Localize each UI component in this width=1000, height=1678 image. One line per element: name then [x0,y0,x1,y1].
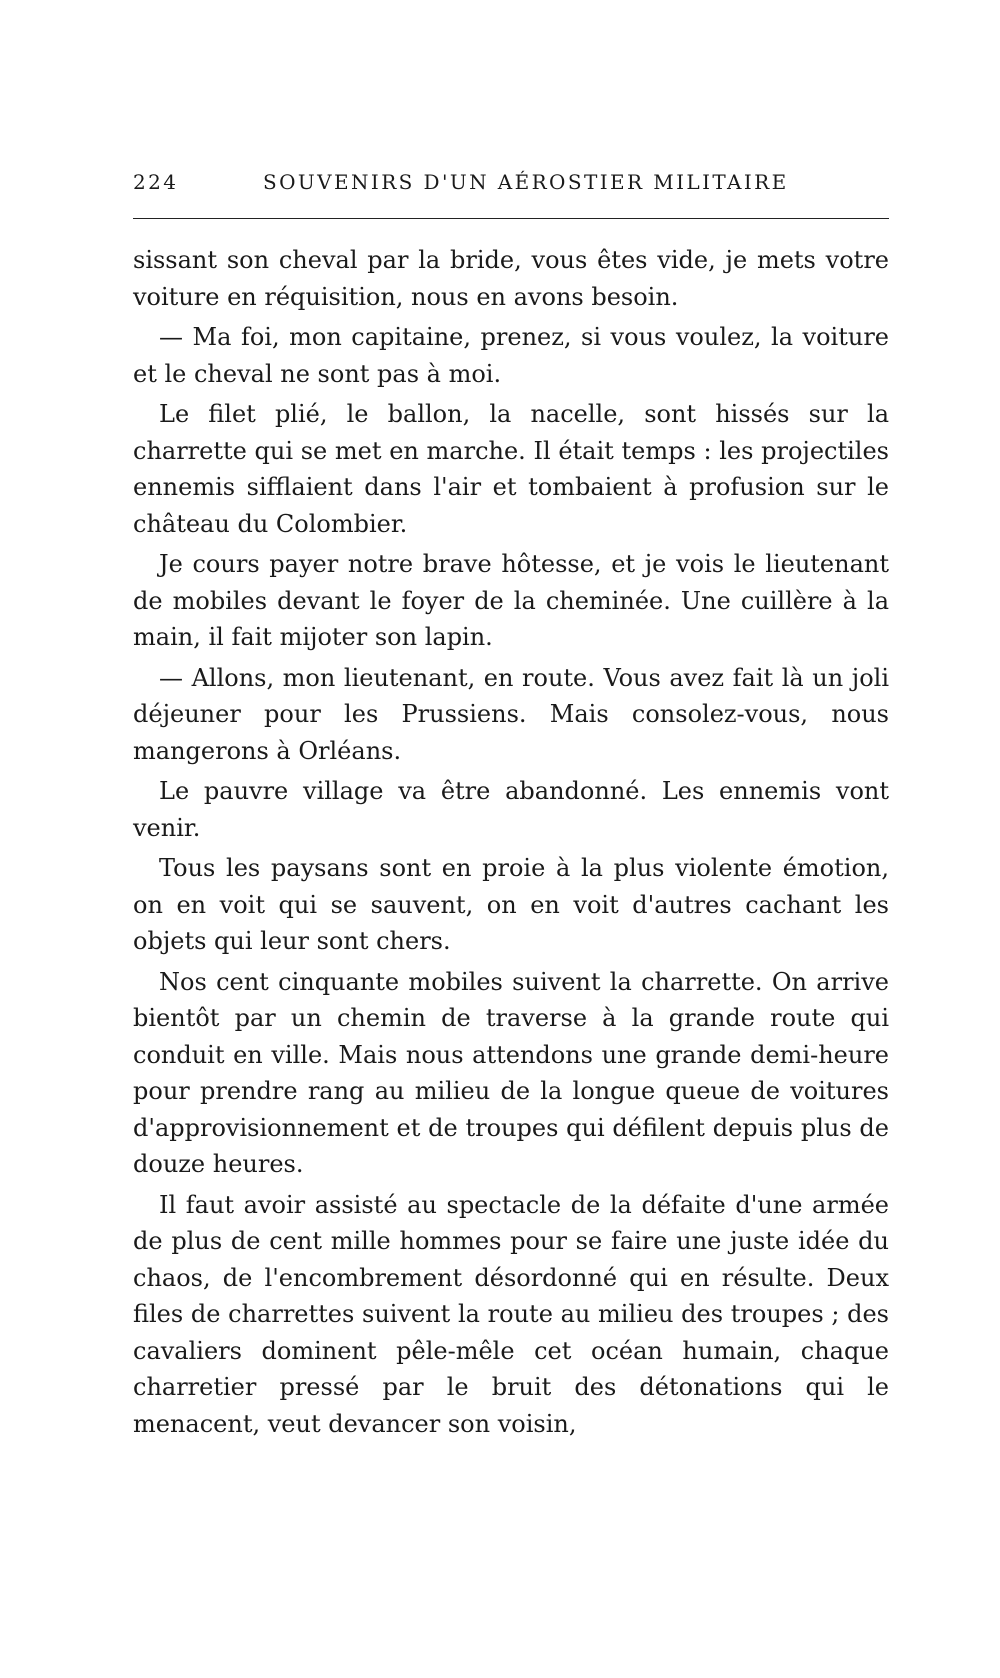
paragraph: — Ma foi, mon capitaine, prenez, si vous voulez, la voiture et le cheval ne sont pas à moi. [133,323,889,388]
paragraph: Le filet plié, le ballon, la nacelle, sont hissés sur la charrette qui se met en marche. Il était temps : les projectiles ennemis sifflaient dans l'air et tombaient à profusion sur le château du Colombier. [133,400,889,538]
header-rule [133,218,889,219]
paragraph: Le pauvre village va être abandonné. Les ennemis vont venir. [133,777,889,842]
paragraph: Nos cent cinquante mobiles suivent la charrette. On arrive bientôt par un chemin de traverse à la grande route qui conduit en ville. Mais nous attendons une grande demi-heure pour prendre rang au milieu de la longue queue de voitures d'approvisionnement et de troupes qui défilent depuis plus de douze heures. [133,967,889,1178]
paragraph: — Allons, mon lieutenant, en route. Vous avez fait là un joli déjeuner pour les Prussiens. Mais consolez-vous, nous mangerons à Orléans. [133,663,889,765]
page-number: 224 [133,170,179,194]
paragraph: Il faut avoir assisté au spectacle de la défaite d'une armée de plus de cent mille hommes pour se faire une juste idée du chaos, de l'encombrement désordonné qui en résulte. Deux files de charrettes suivent la route au milieu des troupes ; des cavaliers dominent pêle-mêle cet océan humain, chaque charretier pressé par le bruit des détonations qui le menacent, veut devancer son voisin, [133,1190,889,1438]
paragraph: sissant son cheval par la bride, vous êtes vide, je mets votre voiture en réquisition, nous en avons besoin. [133,246,889,311]
paragraph: Tous les paysans sont en proie à la plus violente émotion, on en voit qui se sauvent, on en voit d'autres cachant les objets qui leur sont chers. [133,854,889,955]
running-head [133,170,889,202]
body-text [133,242,889,1446]
paragraph: Je cours payer notre brave hôtesse, et je vois le lieutenant de mobiles devant le foyer de la cheminée. Une cuillère à la main, il fait mijoter son lapin. [133,550,889,651]
running-title: SOUVENIRS D'UN AÉROSTIER MILITAIRE [263,170,789,194]
